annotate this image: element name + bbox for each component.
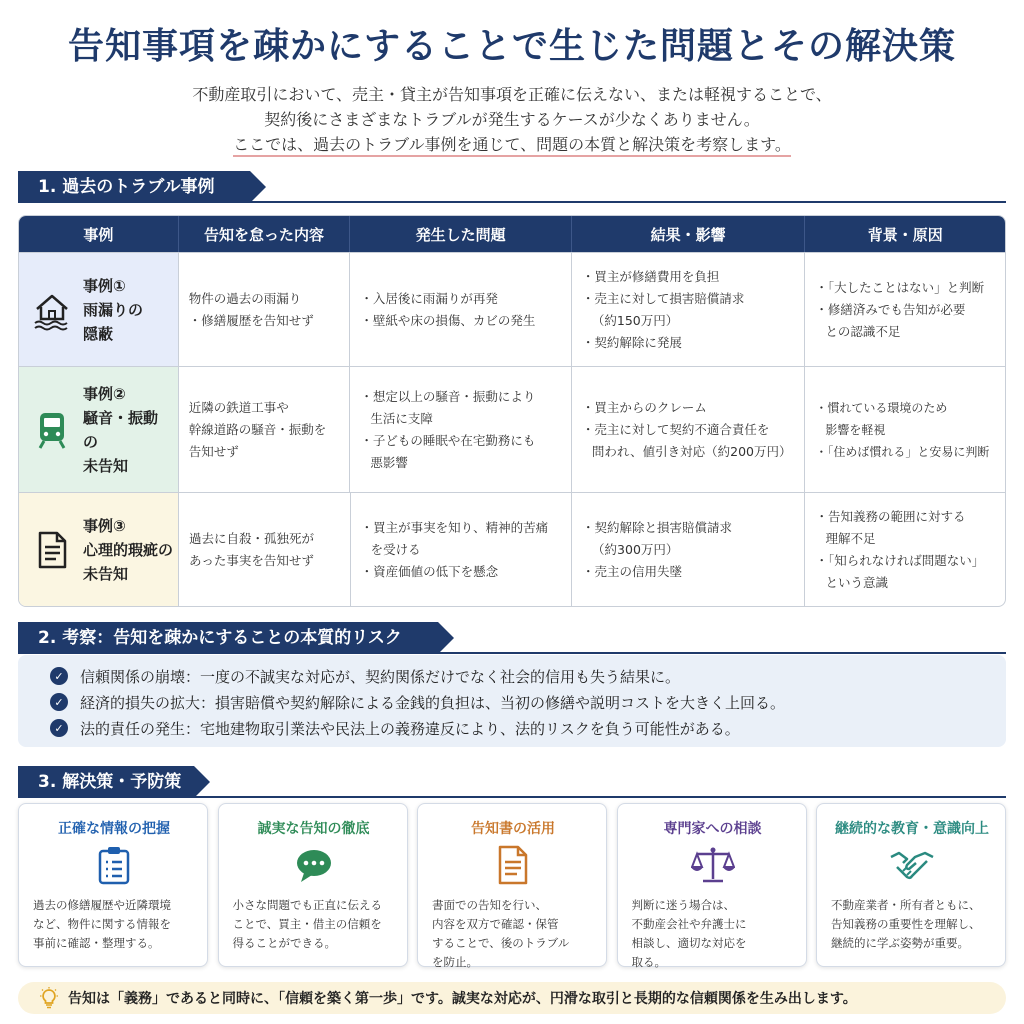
cell-line: ・資産価値の低下を懸念 (360, 563, 499, 579)
solution-cards (18, 803, 1006, 967)
scales-icon (691, 845, 735, 885)
card-title: 誠実な告知の徹底 (257, 821, 370, 837)
cell-line: ・入居後に雨漏りが再発 (360, 290, 498, 306)
page-title: 告知事項を疎かにすることで生じた問題とその解決策 (67, 26, 956, 67)
consideration-text: 信頼関係の崩壊：一度の不誠実な対応が、契約関係だけでなく社会的信用も失う結果に。 (80, 667, 681, 686)
cell-line: ・想定以上の騒音・振動により (360, 388, 536, 404)
problem-cell (350, 253, 572, 366)
card-text (632, 896, 794, 972)
cell-line: ・売主に対して損害賠償請求 (581, 290, 745, 306)
cell-line: ・「大したことはない」と判断 (815, 279, 985, 295)
consideration-item (50, 663, 1006, 689)
header-result: 結果・影響 (572, 216, 806, 252)
section-2-divider (18, 652, 1006, 654)
cell-line: 理解不足 (825, 530, 876, 546)
content-cell (179, 493, 351, 606)
case-cell (19, 493, 179, 606)
card-text-line: 書面での告知を行い、 (432, 898, 547, 912)
consideration-item (50, 715, 1006, 741)
case-cell (19, 367, 179, 492)
document-icon (497, 845, 529, 885)
check-icon: ✓ (50, 719, 68, 737)
card-text-line: 内容を双方で確認・保管 (432, 917, 559, 931)
cell-line: 告知せず (188, 443, 239, 459)
cell-line: を受ける (370, 541, 421, 557)
cause-cell (805, 367, 1005, 492)
case-label (83, 382, 168, 478)
header-content: 告知を怠った内容 (179, 216, 351, 252)
header-problem: 発生した問題 (350, 216, 572, 252)
cause-cell (805, 253, 1005, 366)
section-3-divider (18, 796, 1006, 798)
header-cause: 背景・原因 (867, 225, 943, 244)
solution-card-expert (617, 803, 807, 967)
table-row (19, 252, 1005, 366)
card-text-line: 小さな問題でも正直に伝える (232, 898, 382, 912)
case-number: 事例③ (83, 516, 126, 535)
section-3-heading: 3. 解決策・予防策 (18, 766, 194, 798)
train-icon (31, 409, 73, 451)
cell-line: 幹線道路の騒音・振動を (188, 421, 327, 437)
card-text (831, 896, 993, 953)
considerations-box (18, 655, 1006, 747)
result-cell (572, 367, 806, 492)
card-text-line: 相談し、適切な対応を (631, 936, 747, 950)
check-icon: ✓ (50, 667, 68, 685)
card-title: 告知書の活用 (471, 821, 555, 837)
trouble-cases-table (18, 215, 1006, 607)
consideration-item (50, 689, 1006, 715)
case-label (83, 514, 173, 586)
cell-line: あった事実を告知せず (189, 552, 314, 568)
cell-line: ・修繕履歴を告知せず (188, 312, 314, 328)
card-text-line: 告知義務の重要性を理解し、 (831, 917, 981, 931)
header-case: 事例 (19, 216, 179, 252)
cell-line: （約150万円） (591, 312, 679, 328)
solution-card-document (417, 803, 607, 967)
card-text-line: を防止。 (432, 955, 478, 969)
consideration-text: 法的責任の発生：宅地建物取引業法や民法上の義務違反により、法的リスクを負う可能性がある。 (80, 719, 740, 738)
table-header (19, 216, 1005, 252)
lightbulb-icon (38, 987, 60, 1009)
card-text (233, 896, 395, 953)
footer-message (18, 982, 1006, 1014)
solution-card-honest (218, 803, 408, 967)
cell-line: ・売主に対して契約不適合責任を (581, 421, 770, 437)
cell-line: との認識不足 (825, 323, 901, 339)
case-title-line: 未告知 (83, 456, 129, 475)
case-title-line: 隠蔽 (83, 324, 114, 343)
cell-line: 生活に支障 (370, 410, 433, 426)
solution-card-info (18, 803, 208, 967)
intro-line-2: 契約後にさまざまなトラブルが発生するケースが少なくありません。 (264, 110, 760, 129)
cell-line: ・「知られなければ問題ない」 (815, 552, 985, 568)
card-title: 専門家への相談 (663, 821, 762, 837)
case-title-line: 騒音・振動の (83, 408, 159, 451)
case-number: 事例① (83, 276, 126, 295)
clipboard-icon (97, 845, 131, 885)
intro-line-1: 不動産取引において、売主・貸主が告知事項を正確に伝えない、または軽視することで、 (192, 85, 832, 104)
card-text-line: 取る。 (631, 955, 666, 969)
chat-bubble-icon (294, 845, 334, 885)
case-title-line: 雨漏りの (83, 300, 144, 319)
cell-line: 問われ、値引き対応（約200万円） (591, 443, 792, 459)
card-text (33, 896, 195, 953)
cell-line: （約300万円） (592, 541, 679, 557)
cell-line: ・買主が事実を知り、精神的苦痛 (360, 519, 549, 535)
card-text-line: 得ることができる。 (232, 936, 336, 950)
house-flood-icon (31, 289, 73, 331)
cell-line: 影響を軽視 (825, 422, 886, 437)
card-text-line: 不動産業者・所有者ともに、 (831, 898, 981, 912)
section-2-heading: 2. 考察：告知を疎かにすることの本質的リスク (18, 622, 438, 654)
card-text-line: 判断に迷う場合は、 (631, 898, 735, 912)
cell-line: 物件の過去の雨漏り (188, 290, 302, 306)
case-label (83, 274, 143, 346)
case-title-line: 未告知 (83, 564, 129, 583)
cell-line: ・修繕済みでも告知が必要 (815, 301, 966, 317)
handshake-icon (889, 845, 935, 885)
cell-line: ・売主の信用失墜 (582, 563, 683, 579)
problem-cell (350, 367, 572, 492)
cell-line: ・告知義務の範囲に対する (815, 508, 966, 524)
solution-card-education (816, 803, 1006, 967)
cell-line: 過去に自殺・孤独死が (189, 530, 315, 546)
card-text-line: など、物件に関する情報を (33, 917, 171, 931)
check-icon: ✓ (50, 693, 68, 711)
cell-line: ・契約解除と損害賠償請求 (582, 519, 733, 535)
intro-line-3: ここでは、過去のトラブル事例を通じて、問題の本質と解決策を考察します。 (233, 135, 791, 157)
cell-line: ・壁紙や床の損傷、カビの発生 (360, 312, 536, 328)
card-text (432, 896, 594, 972)
consideration-text: 経済的損失の拡大：損害賠償や契約解除による金銭的負担は、当初の修繕や説明コストを大きく上回る。 (80, 693, 786, 712)
result-cell (572, 253, 806, 366)
case-cell (19, 253, 179, 366)
cell-line: ・慣れている環境のため (815, 400, 948, 415)
section-1-heading: 1. 過去のトラブル事例 (18, 171, 250, 203)
card-text-line: することで、後のトラブル (432, 936, 570, 950)
case-title-line: 心理的瑕疵の (83, 540, 174, 559)
cell-line: 近隣の鉄道工事や (188, 399, 289, 415)
content-cell (179, 367, 351, 492)
cell-line: ・「住めば慣れる」と安易に判断 (815, 444, 990, 459)
card-text-line: 不動産会社や弁護士に (631, 917, 747, 931)
section-1-divider (18, 201, 1006, 203)
card-text-line: 過去の修繕履歴や近隣環境 (33, 898, 171, 912)
cell-line: ・買主からのクレーム (581, 399, 707, 415)
cell-line: ・買主が修繕費用を負担 (581, 268, 720, 284)
cell-line: 悪影響 (370, 454, 408, 470)
card-title: 継続的な教育・意識向上 (835, 821, 989, 837)
cell-line: という意識 (825, 574, 888, 590)
table-row (19, 366, 1005, 492)
cause-cell (805, 493, 1005, 606)
cell-line: ・契約解除に発展 (581, 334, 682, 350)
card-text-line: ことで、買主・借主の信頼を (232, 917, 382, 931)
card-title: 正確な情報の把握 (58, 821, 170, 837)
intro-text (0, 82, 1024, 157)
content-cell (179, 253, 351, 366)
case-number: 事例② (83, 384, 126, 403)
problem-cell (351, 493, 572, 606)
document-icon (31, 529, 73, 571)
table-row (19, 492, 1005, 606)
card-text-line: 継続的に学ぶ姿勢が重要。 (831, 936, 969, 950)
result-cell (572, 493, 805, 606)
footer-text: 告知は「義務」であると同時に、「信頼を築く第一歩」です。誠実な対応が、円滑な取引と長期的な信頼関係を生み出します。 (68, 991, 857, 1007)
card-text-line: 事前に確認・整理する。 (33, 936, 160, 950)
cell-line: ・子どもの睡眠や在宅勤務にも (360, 432, 536, 448)
